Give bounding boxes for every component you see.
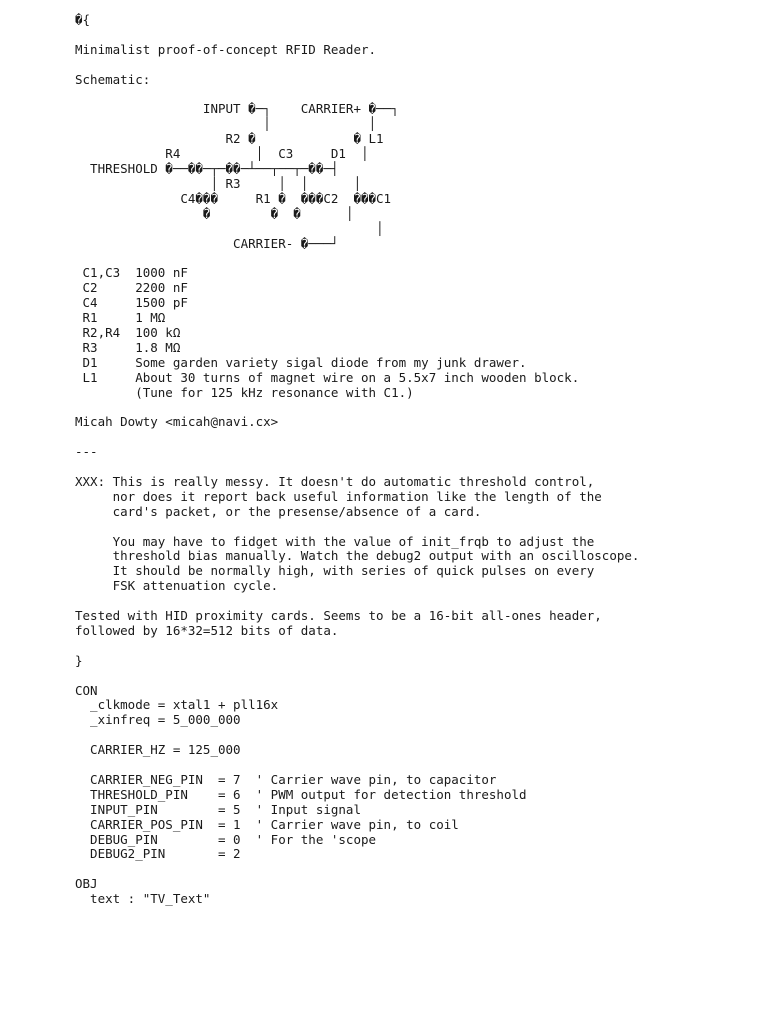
source-line: D1 Some garden variety sigal diode from my junk drawer. bbox=[75, 354, 527, 370]
source-line: � � � │ bbox=[75, 205, 354, 221]
source-line: R1 1 MΩ bbox=[75, 310, 166, 325]
source-line: L1 About 30 turns of magnet wire on a 5.5x7 inch wooden block. bbox=[75, 369, 580, 385]
source-line: │ R3 │ │ │ bbox=[75, 175, 361, 191]
source-line: Tested with HID proximity cards. Seems to be a 16-bit all-ones header, bbox=[75, 608, 602, 623]
source-line: nor does it report back useful information like the length of the bbox=[75, 488, 602, 504]
source-line: CON bbox=[75, 682, 98, 698]
source-line: THRESHOLD_PIN = 6 ' PWM output for detection threshold bbox=[75, 786, 527, 802]
source-line: FSK attenuation cycle. bbox=[75, 578, 279, 594]
source-line: card's packet, or the presense/absence of a card. bbox=[75, 503, 482, 519]
source-line: Schematic: bbox=[75, 71, 151, 87]
source-line: _xinfreq = 5_000_000 bbox=[75, 712, 241, 728]
source-line: │ bbox=[75, 220, 384, 236]
source-line: threshold bias manually. Watch the debug2 output with an oscilloscope. bbox=[75, 548, 640, 564]
source-line: followed by 16*32=512 bits of data. bbox=[75, 622, 339, 638]
source-line: CARRIER_POS_PIN = 1 ' Carrier wave pin, to coil bbox=[75, 816, 459, 832]
source-line: CARRIER_NEG_PIN = 7 ' Carrier wave pin, to capacitor bbox=[75, 771, 497, 787]
source-line: CARRIER_HZ = 125_000 bbox=[75, 742, 241, 758]
source-line: │ │ bbox=[75, 116, 377, 132]
source-line: text : "TV_Text" bbox=[75, 891, 211, 907]
source-line: R2,R4 100 kΩ bbox=[75, 324, 181, 340]
source-line: OBJ bbox=[75, 876, 98, 892]
source-line: R4 │ C3 D1 │ bbox=[75, 146, 369, 162]
source-line: DEBUG_PIN = 0 ' For the 'scope bbox=[75, 831, 377, 847]
source-line: C4��� R1 � ���C2 ���C1 bbox=[75, 190, 392, 206]
source-line: Minimalist proof-of-concept RFID Reader. bbox=[75, 41, 377, 57]
source-line: THRESHOLD �──��─┬─��─┴──┬──┬─��─┤ bbox=[75, 161, 339, 176]
source-line: } bbox=[75, 652, 83, 668]
source-line: R3 1.8 MΩ bbox=[75, 339, 181, 355]
source-line: C2 2200 nF bbox=[75, 280, 188, 296]
source-line: INPUT �─┐ CARRIER+ �──┐ bbox=[75, 101, 399, 117]
source-line: C1,C3 1000 nF bbox=[75, 265, 188, 281]
source-line: INPUT_PIN = 5 ' Input signal bbox=[75, 801, 361, 817]
source-line: C4 1500 pF bbox=[75, 295, 188, 311]
source-line: CARRIER- �───┘ bbox=[75, 235, 339, 251]
source-line: It should be normally high, with series of quick pulses on every bbox=[75, 563, 595, 579]
source-line: _clkmode = xtal1 + pll16x bbox=[75, 697, 279, 713]
source-line: (Tune for 125 kHz resonance with C1.) bbox=[75, 384, 414, 400]
source-line: �{ bbox=[75, 12, 91, 27]
source-line: You may have to fidget with the value of init_frqb to adjust the bbox=[75, 533, 595, 549]
source-line: XXX: This is really messy. It doesn't do automatic threshold control, bbox=[75, 473, 595, 489]
source-line: Micah Dowty <micah@navi.cx> bbox=[75, 414, 279, 430]
source-line: DEBUG2_PIN = 2 bbox=[75, 846, 241, 862]
source-line: R2 � � L1 bbox=[75, 131, 384, 147]
source-line: --- bbox=[75, 444, 98, 460]
